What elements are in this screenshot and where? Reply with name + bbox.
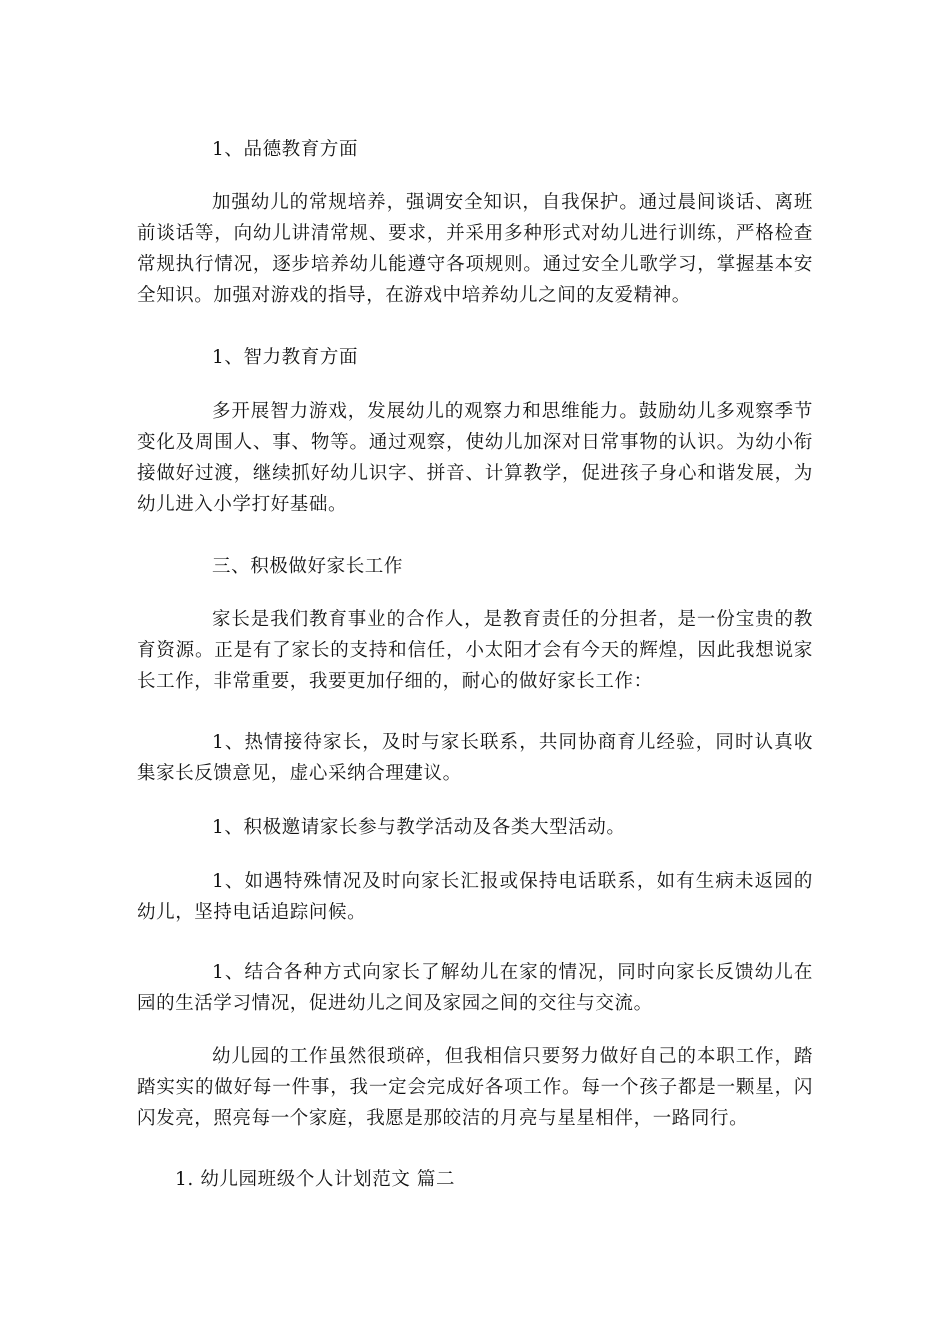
list-item-special-situations: 1、如遇特殊情况及时向家长汇报或保持电话联系，如有生病未返园的幼儿，坚持电话追踪问候。 [137,871,813,923]
paragraph-moral-education: 加强幼儿的常规培养，强调安全知识，自我保护。通过晨间谈话、离班前谈话等，向幼儿讲清常规、要求，并采用多种形式对幼儿进行训练，严格检查常规执行情况，逐步培养幼儿能遵守各项规则。通过安全儿歌学习，掌握基本安全知识。加强对游戏的指导，在游戏中培养幼儿之间的友爱精神。 [137,192,813,306]
heading-intellectual-education: 1、智力教育方面 [212,347,359,368]
paragraph-parent-work: 家长是我们教育事业的合作人，是教育责任的分担者，是一份宝贵的教育资源。正是有了家长的支持和信任，小太阳才会有今天的辉煌，因此我想说家长工作，非常重要，我要更加仔细的，耐心的做好家长工作： [137,609,813,692]
heading-parent-work: 三、积极做好家长工作 [212,556,404,577]
paragraph-closing: 幼儿园的工作虽然很琐碎，但我相信只要努力做好自己的本职工作，踏踏实实的做好每一件事，我一定会完成好各项工作。每一个孩子都是一颗星，闪闪发亮，照亮每一个家庭，我愿是那皎洁的月亮与星星相伴，一路同行。 [137,1046,813,1129]
list-item-invite-parents: 1、积极邀请家长参与教学活动及各类大型活动。 [212,817,626,838]
list-item-communication: 1、结合各种方式向家长了解幼儿在家的情况，同时向家长反馈幼儿在园的生活学习情况，促进幼儿之间及家园之间的交往与交流。 [137,962,813,1014]
list-item-receive-parents: 1、热情接待家长，及时与家长联系，共同协商育儿经验，同时认真收集家长反馈意见，虚心采纳合理建议。 [137,732,813,784]
heading-moral-education: 1、品德教育方面 [212,139,359,160]
paragraph-intellectual-education: 多开展智力游戏，发展幼儿的观察力和思维能力。鼓励幼儿多观察季节变化及周围人、事、物等。通过观察，使幼儿加深对日常事物的认识。为幼小衔接做好过渡，继续抓好幼儿识字、拼音、计算教学，促进孩子身心和谐发展，为幼儿进入小学打好基础。 [137,401,813,515]
next-section-title: 1. 幼儿园班级个人计划范文 篇二 [175,1169,456,1190]
